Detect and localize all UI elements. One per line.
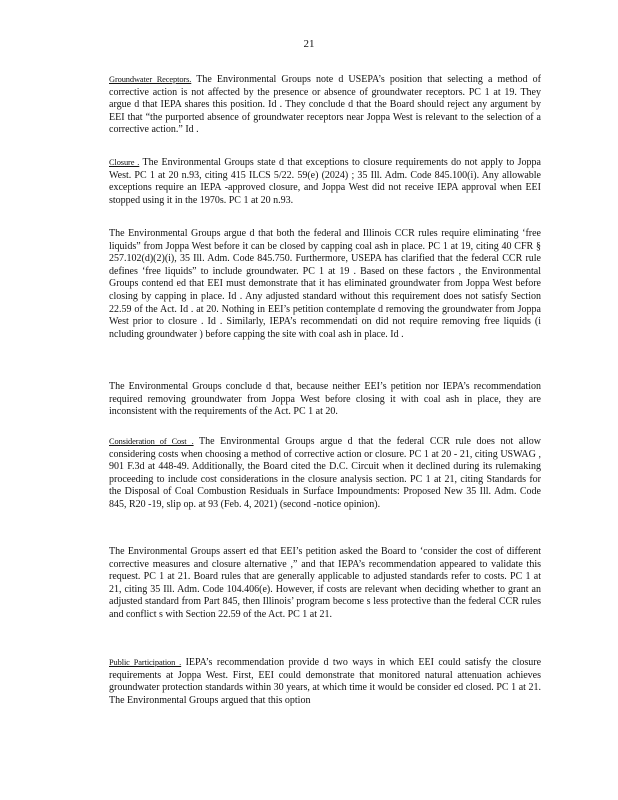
paragraph-text: IEPA’s recommendation provide d two ways in which EEI could satisfy the closure requirements at Joppa West. First, EEI could demonstrate that monitored natural attenuation achieves groundwater protection standards within 30 years, at which time it would be consider ed closed. PC 1 at 21. The Environmental Groups argued that this option	[109, 657, 542, 706]
paragraph-consideration-of-cost	[109, 436, 541, 512]
paragraph-groundwater-receptors	[109, 74, 541, 137]
paragraph-public-participation	[109, 657, 541, 707]
paragraph-heading: Consideration of Cost .	[109, 437, 194, 446]
paragraph-heading: Groundwater Receptors.	[109, 75, 192, 84]
paragraph-text: The Environmental Groups argue d that the federal CCR rule does not allow considering costs when choosing a method of corrective action or closure. PC 1 at 20 - 21, citing USWAG , 901 F.3d at 448-49. Additionally, the Board cited the D.C. Circuit when it declined during its rulemaking proceeding to include cost considerations in the closure analysis section. PC 1 at 21, citing Standards for the Disposal of Coal Combustion Residuals in Surface Impoundments: Proposed New 35 Ill. Adm. Code 845, R20 -19, slip op. at 93 (Feb. 4, 2021) (second -notice opinion).	[109, 436, 542, 510]
paragraph-text: The Environmental Groups state d that exceptions to closure requirements do not apply to Joppa West. PC 1 at 20 n.93, citing 415 ILCS 5/22. 59(e) (2024) ; 35 Ill. Adm. Code 845.100(i). Any allowable exceptions require an IEPA -approved closure, and Joppa West did not receive IEPA approval when EEI stopped using it in the 1970s. PC 1 at 20 n.93.	[109, 157, 541, 206]
paragraph-text: The Environmental Groups note d USEPA’s position that selecting a method of corrective action is not affected by the presence or absence of groundwater receptors. PC 1 at 19. They argue d that IEPA shares this position. Id . They conclude d that the Board should reject any argument by EEI that “the purported absence of groundwater receptors near Joppa West is relevant to the selection of a corrective action.” Id .	[109, 74, 541, 136]
paragraph-closure	[109, 157, 541, 207]
paragraph-heading: Public Participation .	[109, 658, 182, 667]
paragraph-free-liquids	[109, 228, 541, 341]
paragraph-text: The Environmental Groups argue d that both the federal and Illinois CCR rules require eliminating ‘free liquids” from Joppa West before it can be closed by capping coal ash in place. PC 1 at 19, citing 40 CFR § 257.102(d)(2)(i), 35 Ill. Adm. Code 845.750. Furthermore, USEPA has clarified that the federal CCR rule defines ‘free liquids” to include groundwater. PC 1 at 19 . Based on these factors , the Environmental Groups contend ed that EEI must demonstrate that it has eliminated groundwater from Joppa West before closing by capping in place. Id . Any adjusted standard without this requirement does not satisfy Section 22.59 of the Act. Id . at 20. Nothing in EEI’s petition contemplate d removing the groundwater from Joppa West prior to closure . Id . Similarly, IEPA’s recommendati on did not require removing free liquids (i ncluding groundwater ) before capping the site with coal ash in place. Id .	[109, 228, 541, 340]
paragraph-heading: Closure .	[109, 158, 140, 167]
paragraph-text: The Environmental Groups conclude d that, because neither EEI’s petition nor IEPA’s recommendation required removing groundwater from Joppa West before closing it with coal ash in place, they are inconsistent with the requirements of the Act. PC 1 at 20.	[109, 381, 541, 418]
page-number: 21	[303, 38, 315, 50]
paragraph-text: The Environmental Groups assert ed that EEI’s petition asked the Board to ‘consider the cost of different corrective measures and closure alternative ,” and that IEPA’s recommendation appeared to validate this request. PC 1 at 21. Board rules that are generally applicable to adjusted standards refer to costs. PC 1 at 21, citing 35 Ill. Adm. Code 104.406(e). However, if costs are relevant when deciding whether to grant an adjusted standard from Part 845, then Illinois’ program become s less protective than the federal CCR rules and conflict s with Section 22.59 of the Act. PC 1 at 21.	[109, 546, 541, 620]
paragraph-cost-assertion	[109, 546, 541, 622]
paragraph-conclusion	[109, 381, 541, 419]
